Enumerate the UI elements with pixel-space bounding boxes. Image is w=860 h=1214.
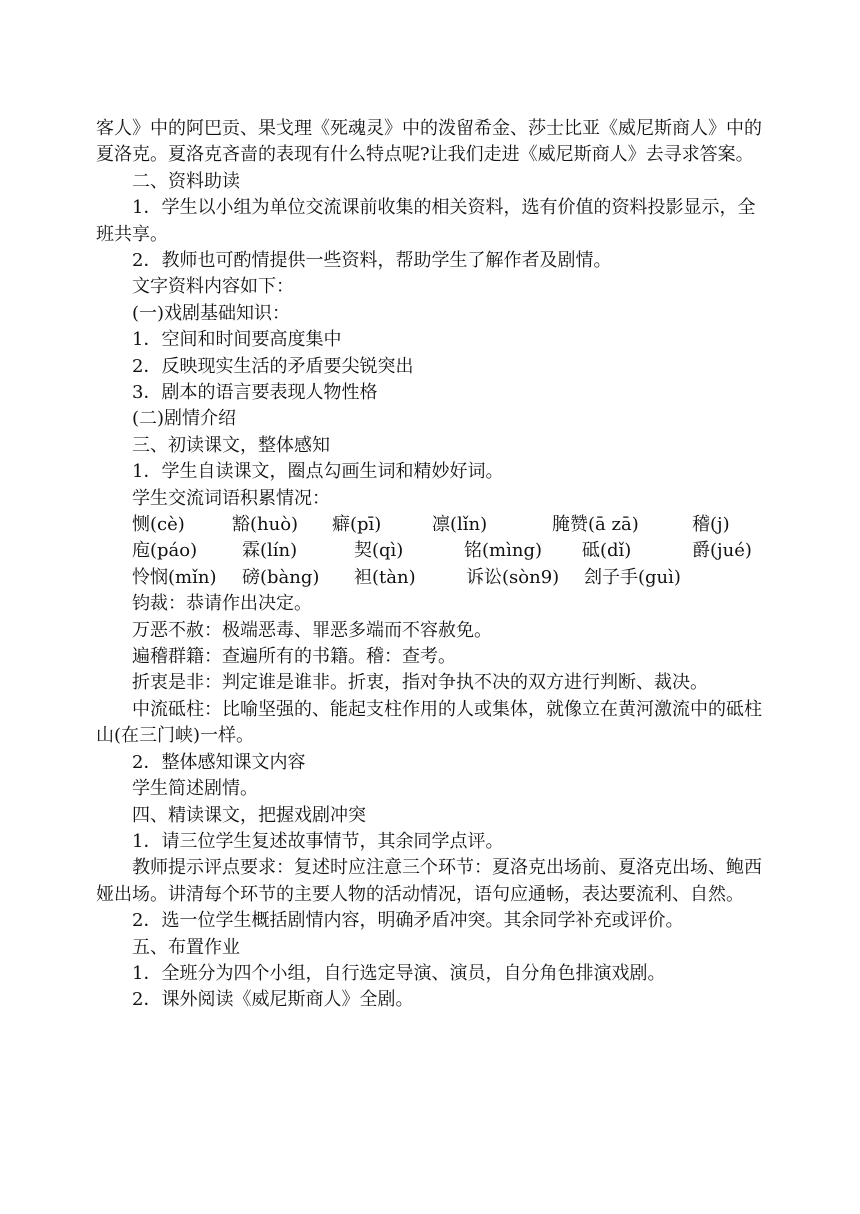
p-def-3: 遍稽群籍：查遍所有的书籍。稽：查考。 bbox=[132, 646, 456, 668]
pinyin-entry: 腌赞(ā zā) bbox=[552, 514, 639, 536]
p-summary: 学生简述剧情。 bbox=[132, 778, 258, 800]
p-four-1: 1．请三位学生复述故事情节，其余同学点评。 bbox=[132, 830, 504, 852]
pinyin-entry: 诉讼(sòn9) bbox=[466, 566, 560, 588]
p-basic-1: 1．空间和时间要高度集中 bbox=[132, 329, 342, 351]
pinyin-entry: 豁(huò) bbox=[232, 514, 299, 536]
paragraphs-bottom bbox=[96, 591, 768, 1014]
p-four-tip: 教师提示评点要求：复述时应注意三个环节：夏洛克出场前、夏洛克出场、鲍西娅出场。讲清每个环节的主要人物的活动情况，语句应通畅，表达要流利、自然。 bbox=[96, 857, 762, 905]
h-two: 二、资料助读 bbox=[132, 170, 240, 192]
pinyin-entry: 契(qì) bbox=[354, 540, 404, 562]
h-four: 四、精读课文，把握戏剧冲突 bbox=[132, 804, 366, 826]
pinyin-entry: 稽(j) bbox=[692, 514, 730, 536]
pinyin-vocabulary-list bbox=[96, 512, 768, 591]
p-def-5: 中流砥柱：比喻坚强的、能起支柱作用的人或集体，就像立在黄河激流中的砥柱山(在三门峡)一样。 bbox=[96, 698, 762, 747]
h-five: 五、布置作业 bbox=[132, 936, 240, 958]
p-three-2: 2．整体感知课文内容 bbox=[132, 751, 306, 773]
pinyin-entry: 恻(cè) bbox=[132, 514, 185, 536]
p-two-1: 1．学生以小组为单位交流课前收集的相关资料，选有价值的资料投影显示，全班共享。 bbox=[96, 197, 756, 245]
pinyin-row bbox=[132, 512, 768, 538]
p-basic-3: 3．剧本的语言要表现人物性格 bbox=[132, 382, 378, 404]
pinyin-entry: 霖(lín) bbox=[242, 540, 298, 562]
p-four-2: 2．选一位学生概括剧情内容，明确矛盾冲突。其余同学补充或评价。 bbox=[132, 910, 684, 932]
pinyin-entry: 砥(dǐ) bbox=[582, 540, 632, 562]
pinyin-entry: 庖(páo) bbox=[132, 540, 198, 562]
pinyin-row bbox=[132, 565, 768, 591]
p-five-1: 1．全班分为四个小组，自行选定导演、演员，自分角色排演戏剧。 bbox=[132, 962, 666, 984]
pinyin-row bbox=[132, 538, 768, 564]
pinyin-entry: 刽子手(guì) bbox=[584, 566, 681, 588]
p-plot: (二)剧情介绍 bbox=[132, 408, 237, 430]
pinyin-entry: 爵(jué) bbox=[692, 540, 752, 562]
pinyin-entry: 袒(tàn) bbox=[354, 566, 416, 588]
pinyin-entry: 怜悯(mǐn) bbox=[132, 566, 217, 588]
p-def-4: 折衷是非：判定谁是谁非。折衷，指对争执不决的双方进行判断、裁决。 bbox=[132, 672, 708, 694]
pinyin-entry: 磅(bàng) bbox=[242, 566, 320, 588]
pinyin-entry: 铭(mìng) bbox=[464, 540, 542, 562]
p-basic: (一)戏剧基础知识： bbox=[132, 302, 291, 324]
pinyin-entry: 癖(pī) bbox=[332, 514, 382, 536]
pinyin-entry: 凛(lǐn) bbox=[432, 514, 488, 536]
p-intro-cont: 客人》中的阿巴贡、果戈理《死魂灵》中的泼留希金、莎士比亚《威尼斯商人》中的夏洛克。夏洛克吝啬的表现有什么特点呢?让我们走进《威尼斯商人》去寻求答案。 bbox=[96, 118, 762, 166]
p-basic-2: 2．反映现实生活的矛盾要尖锐突出 bbox=[132, 355, 414, 377]
p-three-1: 1．学生自读课文，圈点勾画生词和精妙好词。 bbox=[132, 461, 504, 483]
p-text-material: 文字资料内容如下： bbox=[132, 276, 294, 298]
p-def-1: 钧裁：恭请作出决定。 bbox=[132, 593, 312, 615]
p-five-2: 2．课外阅读《威尼斯商人》全剧。 bbox=[132, 989, 414, 1011]
document-body bbox=[96, 116, 768, 1014]
paragraphs-top bbox=[96, 116, 768, 512]
p-vocab-intro: 学生交流词语积累情况： bbox=[132, 487, 330, 509]
h-three: 三、初读课文，整体感知 bbox=[132, 434, 330, 456]
p-def-2: 万恶不赦：极端恶毒、罪恶多端而不容赦免。 bbox=[132, 619, 492, 641]
p-two-2: 2．教师也可酌情提供一些资料，帮助学生了解作者及剧情。 bbox=[132, 250, 612, 272]
